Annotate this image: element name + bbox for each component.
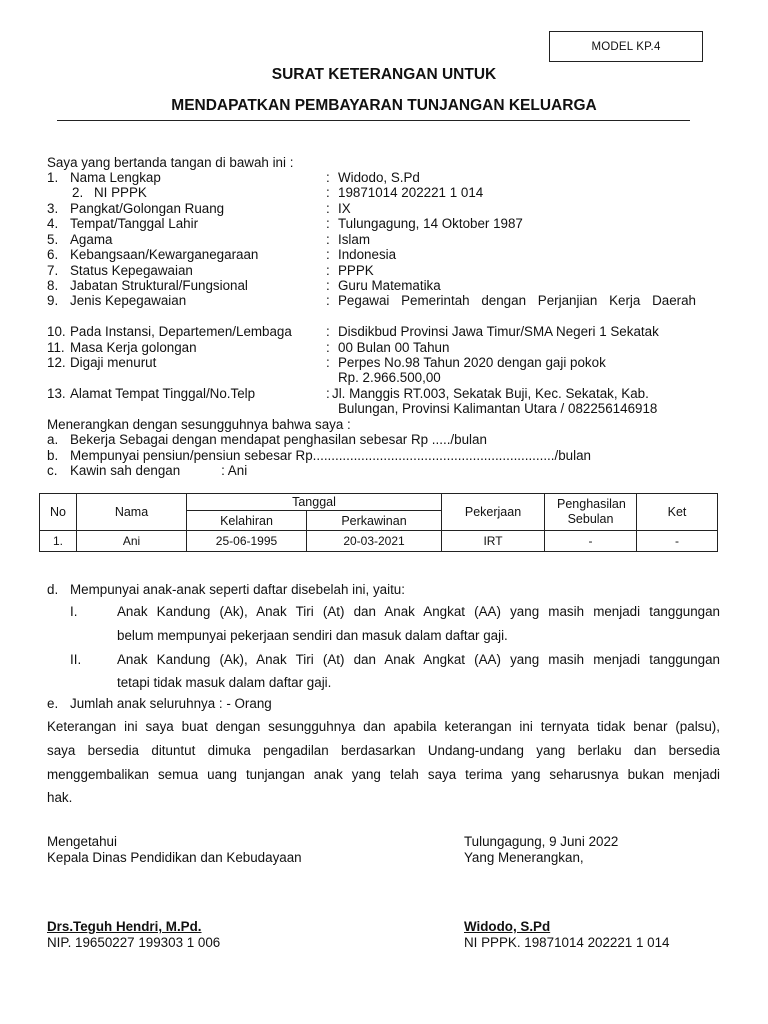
field-value: Indonesia — [338, 247, 397, 262]
col-header-no: No — [40, 494, 77, 531]
intro-text: Saya yang bertanda tangan di bawah ini : — [47, 155, 294, 170]
field-colon: : — [326, 278, 330, 293]
field-value: Widodo, S.Pd — [338, 170, 420, 185]
cell-nama: Ani — [77, 531, 187, 552]
model-label: MODEL KP.4 — [549, 31, 703, 62]
roman-num: I. — [70, 604, 78, 619]
field-label: Digaji menurut — [70, 355, 157, 370]
closing-line: saya bersedia dituntut dimuka pengadilan berdasarkan Undang-undang yang berlaku dan bersedia — [47, 743, 720, 758]
field-num: 10. — [47, 324, 66, 339]
col-header-perkawinan: Perkawinan — [307, 511, 442, 531]
cell-perkawinan: 20-03-2021 — [307, 531, 442, 552]
col-header-tanggal: Tanggal — [187, 494, 442, 511]
sign-right-name: Widodo, S.Pd — [464, 919, 551, 934]
field-colon: : — [326, 340, 330, 355]
field-num: 4. — [47, 216, 59, 231]
roman-line: tetapi tidak masuk dalam daftar gaji. — [117, 675, 332, 690]
item-text: Jumlah anak seluruhnya : - Orang — [70, 696, 272, 711]
field-colon: : — [326, 324, 330, 339]
title-line-2: MENDAPATKAN PEMBAYARAN TUNJANGAN KELUARGA — [171, 97, 597, 114]
field-label: Jenis Kepegawaian — [70, 293, 187, 308]
item-text: Kawin sah dengan : Ani — [70, 463, 248, 478]
roman-line: Anak Kandung (Ak), Anak Tiri (At) dan Anak Angkat (AA) yang masih menjadi tanggungan — [117, 652, 720, 667]
item-text: Bekerja Sebagai dengan mendapat penghasilan sebesar Rp ...../bulan — [70, 432, 487, 447]
col-header-penghasilan: Penghasilan Sebulan — [545, 494, 637, 531]
col-header-nama: Nama — [77, 494, 187, 531]
field-label: Masa Kerja golongan — [70, 340, 197, 355]
cell-ket: - — [637, 531, 718, 552]
field-num: 11. — [47, 340, 65, 355]
item-letter: d. — [47, 582, 59, 597]
field-value-continued: Rp. 2.966.500,00 — [338, 370, 441, 385]
field-num: 7. — [47, 263, 59, 278]
field-colon: : — [326, 386, 330, 401]
item-letter: b. — [47, 448, 59, 463]
cell-no: 1. — [40, 531, 77, 552]
cell-pekerjaan: IRT — [442, 531, 545, 552]
field-value: Jl. Manggis RT.003, Sekatak Buji, Kec. Sekatak, Kab. — [332, 386, 649, 401]
field-value: 19871014 202221 1 014 — [338, 185, 484, 200]
field-label: NI PPPK — [94, 185, 147, 200]
field-value: Islam — [338, 232, 370, 247]
closing-line: menggembalikan semua uang tunjangan anak yang telah saya terima yang seharusnya bukan menjadi — [47, 767, 720, 782]
item-letter: a. — [47, 432, 59, 447]
field-label: Nama Lengkap — [70, 170, 161, 185]
field-num: 2. — [72, 185, 84, 200]
field-num: 5. — [47, 232, 59, 247]
spouse-table — [39, 493, 718, 552]
col-header-kelahiran: Kelahiran — [187, 511, 307, 531]
field-colon: : — [326, 201, 330, 216]
col-header-ket: Ket — [637, 494, 718, 531]
field-value-continued: Bulungan, Provinsi Kalimantan Utara / 082256146918 — [338, 401, 658, 416]
closing-line: hak. — [47, 790, 73, 805]
field-value: Tulungagung, 14 Oktober 1987 — [338, 216, 523, 231]
sign-right-line1: Tulungagung, 9 Juni 2022 — [464, 834, 619, 849]
field-value: 00 Bulan 00 Tahun — [338, 340, 450, 355]
field-num: 9. — [47, 293, 59, 308]
sign-left-line1: Mengetahui — [47, 834, 117, 849]
field-num: 12. — [47, 355, 66, 370]
roman-num: II. — [70, 652, 82, 667]
field-label: Alamat Tempat Tinggal/No.Telp — [70, 386, 256, 401]
menerangkan-text: Menerangkan dengan sesungguhnya bahwa saya : — [47, 417, 351, 432]
field-colon: : — [326, 247, 330, 262]
field-label: Pada Instansi, Departemen/Lembaga — [70, 324, 292, 339]
field-value: Perpes No.98 Tahun 2020 dengan gaji pokok — [338, 355, 606, 370]
title-line-1: SURAT KETERANGAN UNTUK — [271, 66, 497, 83]
title-divider — [57, 120, 690, 121]
field-num: 6. — [47, 247, 59, 262]
sign-left-id: NIP. 19650227 199303 1 006 — [47, 935, 221, 950]
field-num: 3. — [47, 201, 59, 216]
field-colon: : — [326, 293, 330, 308]
item-letter: c. — [47, 463, 58, 478]
roman-line: Anak Kandung (Ak), Anak Tiri (At) dan Anak Angkat (AA) yang masih menjadi tanggungan — [117, 604, 720, 619]
field-value: PPPK — [338, 263, 374, 278]
field-colon: : — [326, 185, 330, 200]
field-label: Tempat/Tanggal Lahir — [70, 216, 199, 231]
item-text: Mempunyai anak-anak seperti daftar disebelah ini, yaitu: — [70, 582, 405, 597]
item-text: Mempunyai pensiun/pensiun sebesar Rp................................................................./bulan — [70, 448, 591, 463]
closing-line: Keterangan ini saya buat dengan sesungguhnya dan apabila keterangan ini ternyata tidak benar (palsu), — [47, 719, 720, 734]
roman-line: belum mempunyai pekerjaan sendiri dan masuk dalam daftar gaji. — [117, 628, 508, 643]
sign-right-id: NI PPPK. 19871014 202221 1 014 — [464, 935, 670, 950]
field-colon: : — [326, 216, 330, 231]
sign-left-line2: Kepala Dinas Pendidikan dan Kebudayaan — [47, 850, 302, 865]
field-label: Agama — [70, 232, 113, 247]
field-label: Kebangsaan/Kewarganegaraan — [70, 247, 259, 262]
field-value: Pegawai Pemerintah dengan Perjanjian Kerja Daerah — [338, 293, 696, 308]
field-value: IX — [338, 201, 351, 216]
field-num: 13. — [47, 386, 66, 401]
field-colon: : — [326, 232, 330, 247]
cell-kelahiran: 25-06-1995 — [187, 531, 307, 552]
field-value: Disdikbud Provinsi Jawa Timur/SMA Negeri 1 Sekatak — [338, 324, 659, 339]
field-num: 8. — [47, 278, 59, 293]
field-colon: : — [326, 355, 330, 370]
field-label: Status Kepegawaian — [70, 263, 193, 278]
item-letter: e. — [47, 696, 59, 711]
field-num: 1. — [47, 170, 59, 185]
field-colon: : — [326, 170, 330, 185]
table-row — [40, 531, 718, 552]
cell-penghasilan: - — [545, 531, 637, 552]
field-label: Jabatan Struktural/Fungsional — [70, 278, 248, 293]
field-colon: : — [326, 263, 330, 278]
sign-left-name: Drs.Teguh Hendri, M.Pd. — [47, 919, 202, 934]
field-label: Pangkat/Golongan Ruang — [70, 201, 225, 216]
field-value: Guru Matematika — [338, 278, 441, 293]
col-header-pekerjaan: Pekerjaan — [442, 494, 545, 531]
sign-right-line2: Yang Menerangkan, — [464, 850, 584, 865]
